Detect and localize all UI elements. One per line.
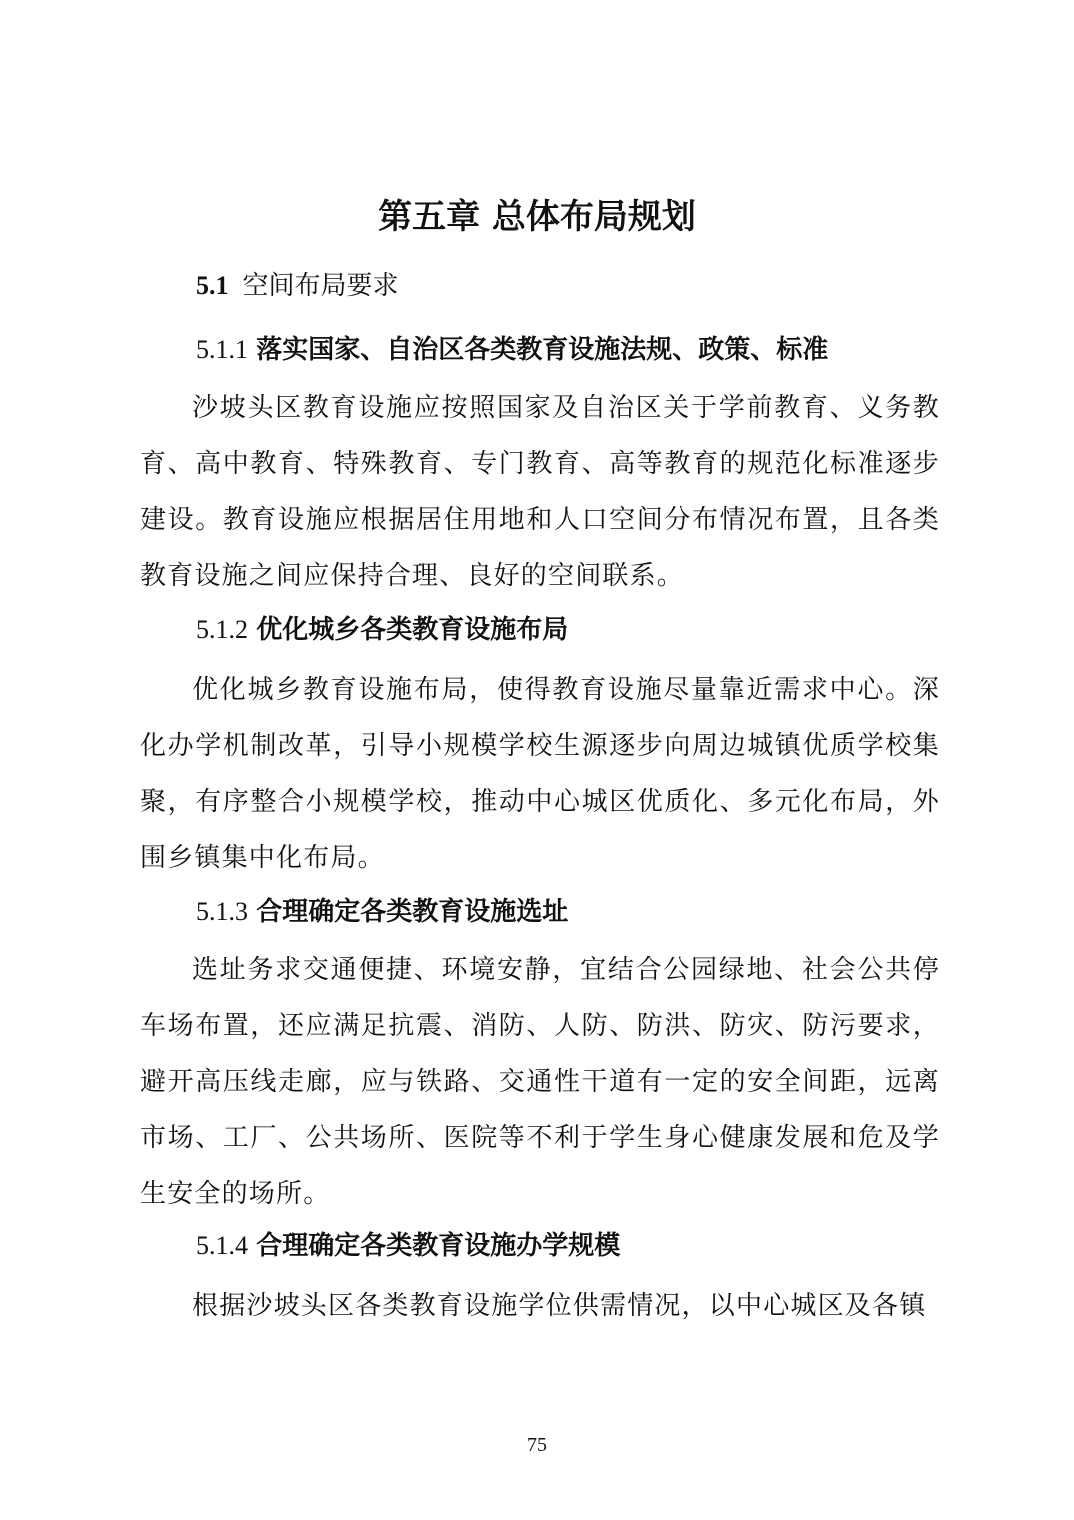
page-number: 75 — [527, 1434, 547, 1456]
subsection-title: 落实国家、自治区各类教育设施法规、政策、标准 — [256, 335, 829, 365]
subsection-title: 合理确定各类教育设施选址 — [256, 897, 569, 927]
subsection-number: 5.1.1 — [196, 335, 248, 364]
paragraph: 优化城乡教育设施布局，使得教育设施尽量靠近需求中心。深化办学机制改革，引导小规模学校生源逐步向周边城镇优质学校集聚，有序整合小规模学校，推动中心城区优质化、多元化布局，外围乡镇集中化布局。 — [140, 675, 940, 873]
subsection-number: 5.1.2 — [196, 615, 248, 644]
subsection-heading — [196, 610, 568, 650]
subsection-number: 5.1.3 — [196, 897, 248, 926]
paragraph: 沙坡头区教育设施应按照国家及自治区关于学前教育、义务教育、高中教育、特殊教育、专门教育、高等教育的规范化标准逐步建设。教育设施应根据居住用地和人口空间分布情况布置，且各类教育设施之间应保持合理、良好的空间联系。 — [140, 393, 940, 591]
subsection-heading — [196, 1226, 620, 1266]
section-number: 5.1 — [196, 271, 229, 300]
subsection-number: 5.1.4 — [196, 1231, 248, 1260]
paragraph: 选址务求交通便捷、环境安静，宜结合公园绿地、社会公共停车场布置，还应满足抗震、消防、人防、防洪、防灾、防污要求，避开高压线走廊，应与铁路、交通性干道有一定的安全间距，远离市场、工厂、公共场所、医院等不利于学生身心健康发展和危及学生安全的场所。 — [140, 955, 940, 1209]
section-heading — [196, 266, 399, 306]
subsection-title: 优化城乡各类教育设施布局 — [256, 615, 569, 645]
section-title: 空间布局要求 — [242, 271, 399, 301]
subsection-heading — [196, 330, 828, 370]
paragraph: 根据沙坡头区各类教育设施学位供需情况，以中心城区及各镇 — [192, 1291, 927, 1321]
subsection-heading — [196, 892, 568, 932]
subsection-title: 合理确定各类教育设施办学规模 — [256, 1231, 621, 1261]
chapter-title: 第五章 总体布局规划 — [378, 197, 696, 237]
